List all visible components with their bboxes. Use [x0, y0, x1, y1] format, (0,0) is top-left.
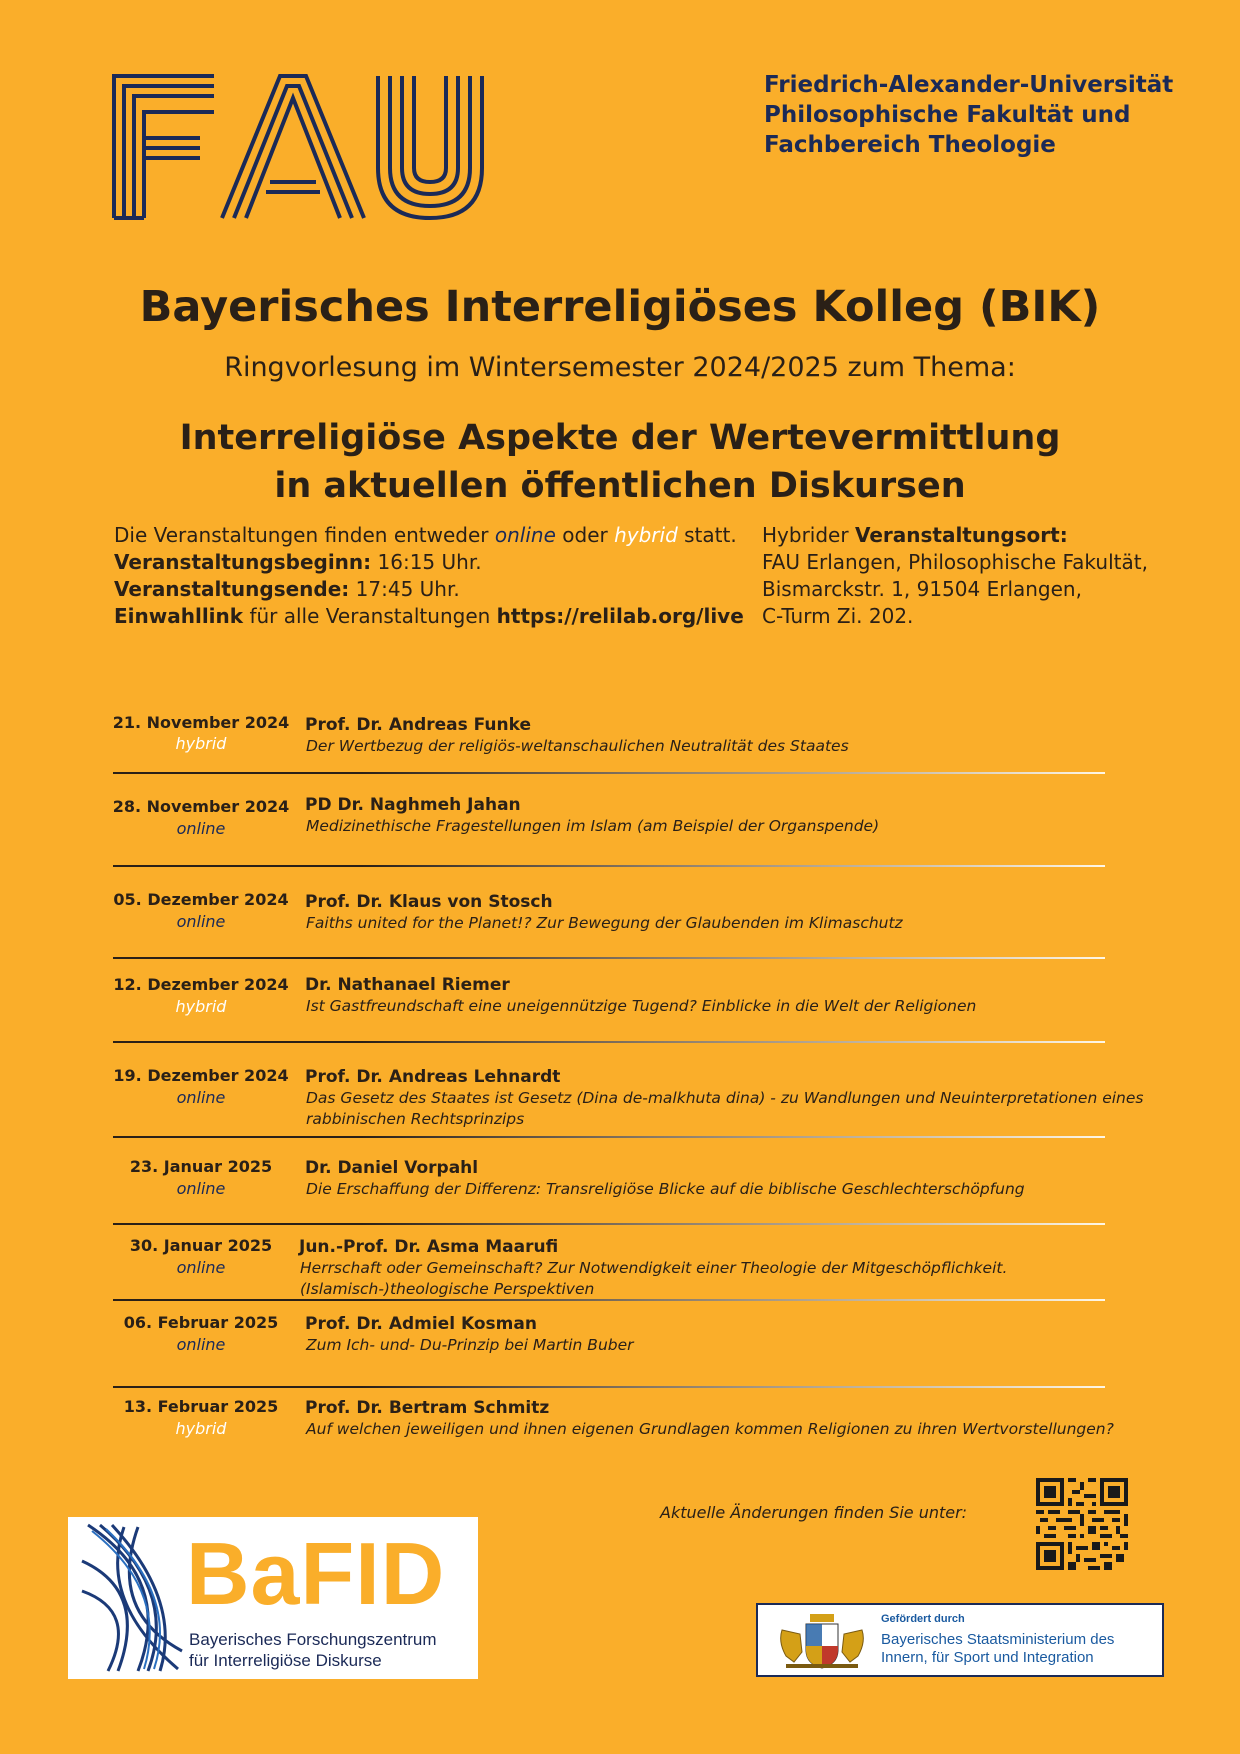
sponsor-name: [881, 1631, 1114, 1667]
bavarian-coat-of-arms-icon: [776, 1612, 868, 1670]
dial-in-line: [114, 603, 744, 630]
separator: [113, 865, 1105, 867]
venue-line-1: FAU Erlangen, Philosophische Fakultät,: [762, 550, 1148, 574]
format-intro: Die Veranstaltungen finden entweder: [114, 523, 489, 547]
entry-speaker: Prof. Dr. Andreas Funke: [305, 715, 532, 735]
separator: [113, 1386, 1105, 1388]
entry-speaker: Jun.-Prof. Dr. Asma Maarufi: [299, 1237, 559, 1257]
end-time-line: [114, 576, 744, 603]
separator: [113, 957, 1105, 959]
bafid-line-2: für Interreligiöse Diskurse: [189, 1651, 382, 1670]
entry-mode: online: [176, 1179, 226, 1198]
theme-line-1: Interreligiöse Aspekte der Wertevermittlung: [179, 418, 1061, 458]
entry-topic: Medizinethische Fragestellungen im Islam (am Beispiel der Organspende): [306, 817, 880, 835]
venue-info: [762, 522, 1148, 630]
bafid-logo: [68, 1517, 478, 1679]
separator: [113, 1223, 1105, 1225]
entry-topic: Der Wertbezug der religiös-weltanschaulichen Neutralität des Staates: [306, 737, 849, 755]
format-hybrid: hybrid: [614, 523, 678, 547]
theme-title: [0, 414, 1240, 510]
entry-speaker: Dr. Daniel Vorpahl: [305, 1158, 479, 1178]
venue-line-3: C-Turm Zi. 202.: [762, 604, 914, 628]
start-label: Veranstaltungsbeginn:: [114, 550, 372, 574]
venue-line-2: Bismarckstr. 1, 91504 Erlangen,: [762, 577, 1082, 601]
sponsor-line-1: Bayerisches Staatsministerium des: [881, 1631, 1115, 1648]
entry-topic: Faiths united for the Planet!? Zur Bewegung der Glaubenden im Klimaschutz: [306, 914, 903, 932]
subtitle: Ringvorlesung im Wintersemester 2024/2025 zum Thema:: [224, 352, 1016, 383]
separator: [113, 1041, 1105, 1043]
entry-date: 21. November 2024: [112, 713, 290, 732]
fau-logo: [110, 72, 502, 220]
sponsor-label: Gefördert durch: [881, 1613, 965, 1625]
entry-date: 06. Februar 2025: [123, 1313, 279, 1332]
entry-speaker: Prof. Dr. Andreas Lehnardt: [305, 1067, 561, 1087]
entry-topic-continued: (Islamisch-)theologische Perspektiven: [300, 1280, 595, 1298]
bafid-line-1: Bayerisches Forschungszentrum: [189, 1630, 437, 1649]
sponsor-line-2: Innern, für Sport und Integration: [881, 1649, 1094, 1666]
venue-pre: Hybrider: [762, 523, 849, 547]
theme-line-2: in aktuellen öffentlichen Diskursen: [274, 466, 966, 506]
start-time-line: [114, 549, 744, 576]
entry-date: 13. Februar 2025: [123, 1397, 279, 1416]
start-value: 16:15 Uhr.: [377, 550, 482, 574]
format-online: online: [494, 523, 556, 547]
end-value: 17:45 Uhr.: [355, 577, 460, 601]
entry-mode: online: [176, 819, 226, 838]
separator: [113, 772, 1105, 774]
entry-mode: online: [176, 1258, 226, 1277]
format-line: [114, 522, 744, 549]
format-oder: oder: [562, 523, 608, 547]
entry-mode: online: [176, 912, 226, 931]
venue-heading: [762, 522, 1148, 549]
bafid-wordmark: BaFID: [186, 1524, 446, 1623]
university-line-1: Friedrich-Alexander-Universität: [764, 72, 1174, 98]
entry-topic: Zum Ich- und- Du-Prinzip bei Martin Buber: [306, 1336, 634, 1354]
university-line-2: Philosophische Fakultät und: [764, 102, 1131, 128]
entry-topic: Die Erschaffung der Differenz: Transreligiöse Blicke auf die biblische Geschlechterschöpfung: [306, 1180, 1025, 1198]
university-line-3: Fachbereich Theologie: [764, 132, 1056, 158]
entry-speaker: PD Dr. Naghmeh Jahan: [305, 795, 521, 815]
entry-topic-continued: rabbinischen Rechtsprinzips: [306, 1110, 525, 1128]
separator: [113, 1136, 1105, 1138]
entry-speaker: Dr. Nathanael Riemer: [305, 975, 510, 995]
bafid-mark-icon: [78, 1521, 188, 1675]
entry-date: 19. Dezember 2024: [113, 1066, 289, 1085]
entry-speaker: Prof. Dr. Admiel Kosman: [305, 1314, 537, 1334]
entry-speaker: Prof. Dr. Bertram Schmitz: [305, 1398, 550, 1418]
dial-in-label: Einwahllink: [114, 604, 244, 628]
separator: [113, 1299, 1105, 1301]
end-label: Veranstaltungsende:: [114, 577, 350, 601]
entry-date: 05. Dezember 2024: [113, 890, 289, 909]
qr-code-icon[interactable]: [1036, 1478, 1128, 1570]
entry-topic: Das Gesetz des Staates ist Gesetz (Dina de-malkhuta dina) - zu Wandlungen und Neuinterpretationen eines: [306, 1089, 1144, 1107]
dial-in-text: für alle Veranstaltungen: [249, 604, 491, 628]
event-info: [114, 522, 744, 630]
entry-mode: online: [176, 1088, 226, 1107]
entry-mode: hybrid: [175, 734, 227, 753]
university-name: [764, 70, 1173, 160]
entry-mode: online: [176, 1335, 226, 1354]
format-statt: statt.: [684, 523, 737, 547]
entry-date: 28. November 2024: [112, 797, 290, 816]
sponsor-box: [756, 1603, 1164, 1677]
entry-mode: hybrid: [175, 997, 227, 1016]
entry-topic: Ist Gastfreundschaft eine uneigennützige Tugend? Einblicke in die Welt der Religionen: [306, 997, 977, 1015]
page-title: Bayerisches Interreligiöses Kolleg (BIK): [139, 282, 1101, 332]
venue-label: Veranstaltungsort:: [854, 523, 1068, 547]
changes-note: Aktuelle Änderungen finden Sie unter:: [660, 1503, 968, 1522]
entry-date: 30. Januar 2025: [129, 1236, 273, 1255]
bafid-subtitle: [189, 1629, 437, 1671]
entry-mode: hybrid: [175, 1419, 227, 1438]
entry-date: 23. Januar 2025: [129, 1157, 273, 1176]
entry-topic: Auf welchen jeweiligen und ihnen eigenen Grundlagen kommen Religionen zu ihren Wertvorstellungen?: [306, 1420, 1114, 1438]
entry-speaker: Prof. Dr. Klaus von Stosch: [305, 892, 553, 912]
dial-in-link[interactable]: https://relilab.org/live: [496, 604, 744, 628]
entry-topic: Herrschaft oder Gemeinschaft? Zur Notwendigkeit einer Theologie der Mitgeschöpflichkeit.: [300, 1259, 1008, 1277]
entry-date: 12. Dezember 2024: [113, 975, 289, 994]
